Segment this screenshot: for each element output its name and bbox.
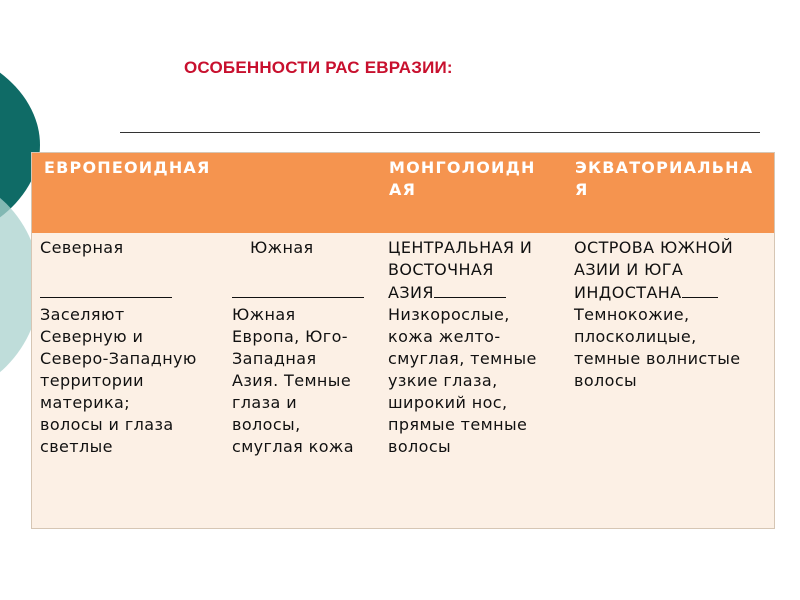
cell-northern-line: Заселяют [40,305,125,324]
cell-northern-line: светлые [40,437,113,456]
cell-equatorial [574,237,774,392]
cell-mongoloid-line: Низкорослые, [388,305,510,324]
cell-southern [232,237,392,458]
header-mongoloid [389,157,569,201]
answer-blank [682,281,718,298]
cell-mongoloid-line: широкий нос, [388,393,508,412]
slide-title: ОСОБЕННОСТИ РАС ЕВРАЗИИ: [184,58,453,77]
cell-mongoloid-line: волосы [388,437,452,456]
header-europeoid: ЕВРОПЕОИДНАЯ [44,158,211,177]
races-table [31,152,775,529]
cell-mongoloid-subtitle: АЗИЯ [388,283,434,302]
cell-northern-line: материка; [40,393,131,412]
cell-mongoloid-line: смуглая, темные [388,349,537,368]
cell-equatorial-subtitle: ОСТРОВА ЮЖНОЙ [574,238,734,257]
cell-northern-line: Северную и [40,327,144,346]
cell-equatorial-line: плосколицые, [574,327,697,346]
cell-equatorial-line: темные волнистые [574,349,741,368]
cell-mongoloid-subtitle: ЦЕНТРАЛЬНАЯ И [388,238,533,257]
cell-mongoloid-subtitle: ВОСТОЧНАЯ [388,260,494,279]
cell-mongoloid-line: прямые темные [388,415,528,434]
header-equatorial-line2: Я [575,180,589,199]
cell-southern-line: смуглая кожа [232,437,354,456]
cell-northern [40,237,230,458]
cell-mongoloid-line: кожа желто- [388,327,501,346]
header-equatorial-line1: ЭКВАТОРИАЛЬНА [575,158,754,177]
title-underline [120,132,760,133]
cell-southern-subtitle: Южная [250,238,314,257]
cell-southern-line: Западная [232,349,317,368]
cell-mongoloid [388,237,568,458]
answer-blank [232,281,364,298]
cell-southern-line: глаза и [232,393,298,412]
answer-blank [40,281,172,298]
header-equatorial [575,157,775,201]
header-mongoloid-line2: АЯ [389,180,417,199]
table-header-row [32,153,774,233]
cell-southern-line: Южная [232,305,296,324]
cell-equatorial-line: волосы [574,371,638,390]
cell-mongoloid-line: узкие глаза, [388,371,498,390]
cell-equatorial-line: Темнокожие, [574,305,690,324]
cell-equatorial-subtitle: АЗИИ И ЮГА [574,260,684,279]
cell-northern-line: Северо-Западную [40,349,197,368]
answer-blank [434,281,506,298]
cell-equatorial-subtitle: ИНДОСТАНА [574,283,682,302]
cell-southern-line: Азия. Темные [232,371,352,390]
cell-northern-line: волосы и глаза [40,415,174,434]
cell-northern-line: территории [40,371,144,390]
cell-southern-line: Европа, Юго- [232,327,348,346]
cell-northern-subtitle: Северная [40,238,124,257]
header-mongoloid-line1: МОНГОЛОИДН [389,158,536,177]
cell-southern-line: волосы, [232,415,301,434]
